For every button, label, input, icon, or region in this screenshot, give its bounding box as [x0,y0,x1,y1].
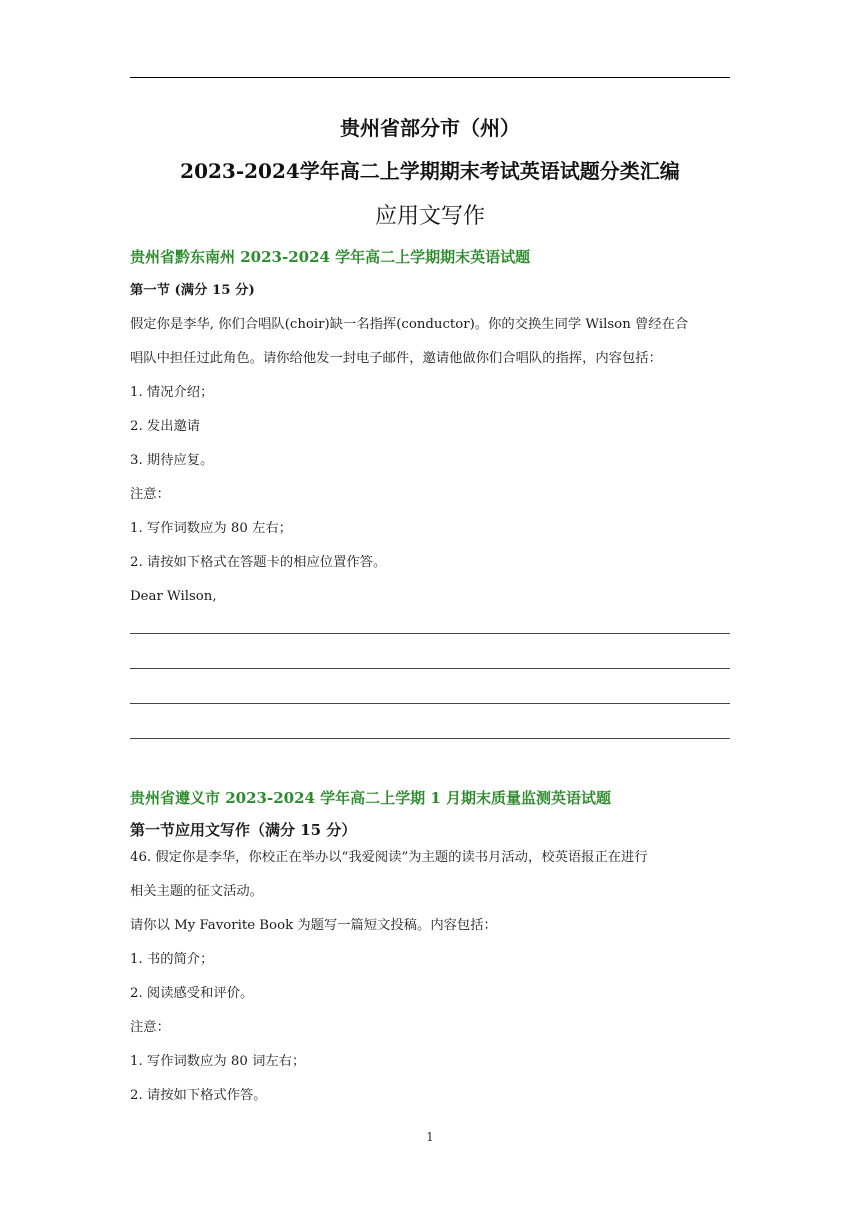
section2-heading: 贵州省遵义市 2023-2024 学年高二上学期 1 月期末质量监测英语试题 [130,789,612,807]
section2-line-2: 相关主题的征文活动。 [130,884,263,899]
section1-line-6: 注意： [130,487,170,502]
section1-line-1: 假定你是李华, 你们合唱队(choir)缺一名指挥(conductor)。你的交换生同学 Wilson 曾经在合 [130,317,689,332]
section1-line-5: 3. 期待应复。 [130,453,214,468]
section2-line-3: 请你以 My Favorite Book 为题写一篇短文投稿。内容包括： [130,918,497,933]
section1-line-8: 2. 请按如下格式在答题卡的相应位置作答。 [130,555,387,570]
section1-subheading: 第一节 (满分 15 分) [130,283,255,298]
doc-title-region: 贵州省部分市（州） [340,116,520,140]
top-rule [130,77,730,78]
section1-line-2: 唱队中担任过此角色。请你给他发一封电子邮件，邀请他做你们合唱队的指挥，内容包括： [130,351,662,366]
section2-line-5: 2. 阅读感受和评价。 [130,986,254,1001]
doc-title-topic: 应用文写作 [374,204,485,229]
section1-line-3: 1. 情况介绍； [130,385,214,400]
doc-title-main: 2023-2024学年高二上学期期末考试英语试题分类汇编 [180,159,680,183]
section1-heading: 贵州省黔东南州 2023-2024 学年高二上学期期末英语试题 [130,248,531,266]
section2-line-7: 1. 写作词数应为 80 词左右； [130,1054,306,1069]
section1-line-7: 1. 写作词数应为 80 左右； [130,521,292,536]
answer-line-4 [130,738,730,739]
answer-line-1 [130,633,730,634]
page-number: 1 [426,1130,434,1144]
section2-line-8: 2. 请按如下格式作答。 [130,1088,267,1103]
salutation: Dear Wilson, [130,589,217,604]
section2-subheading: 第一节应用文写作（满分 15 分） [130,821,357,839]
section2-line-1: 46. 假定你是李华，你校正在举办以“我爱阅读”为主题的读书月活动，校英语报正在进行 [130,850,648,865]
section1-line-4: 2. 发出邀请 [130,419,201,434]
section2-line-6: 注意： [130,1020,170,1035]
section2-line-4: 1. 书的简介； [130,952,214,967]
answer-line-2 [130,668,730,669]
answer-line-3 [130,703,730,704]
